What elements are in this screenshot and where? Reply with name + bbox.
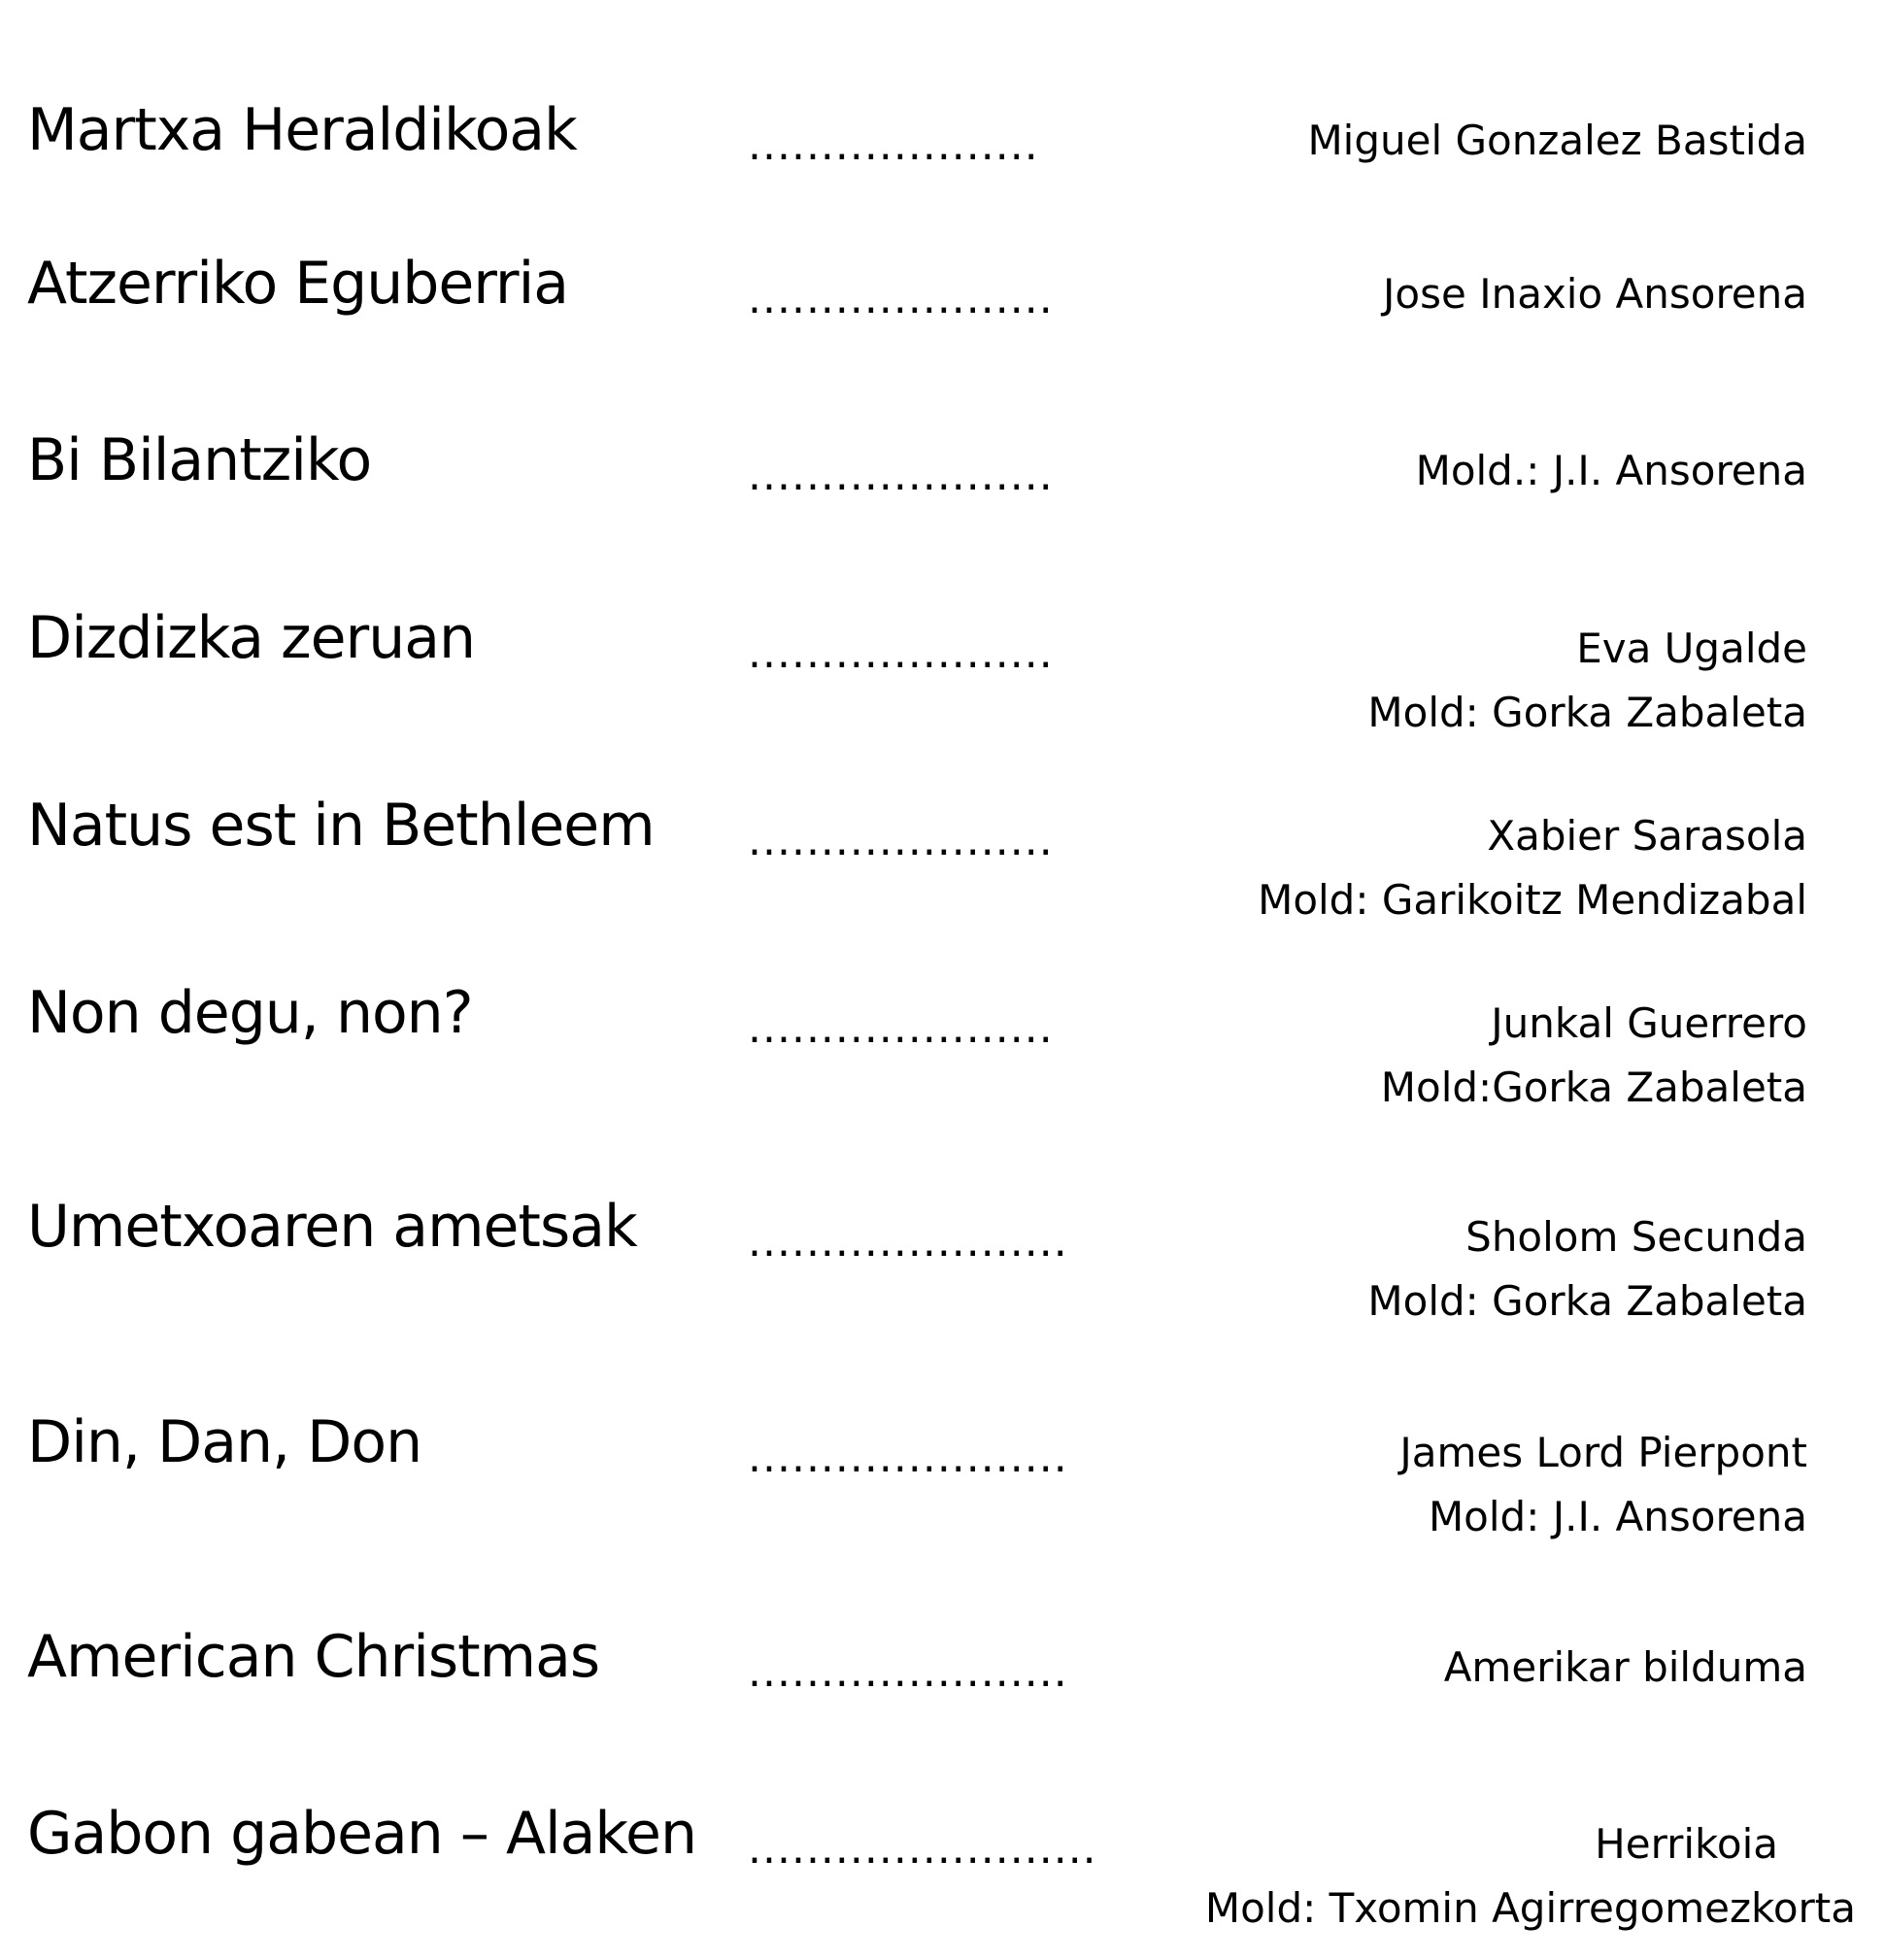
arranger: Mold: J.I. Ansorena bbox=[1428, 1493, 1807, 1540]
piece-title: Natus est in Bethleem bbox=[27, 792, 655, 860]
piece-credits bbox=[1367, 1205, 1807, 1334]
composer: Amerikar bilduma bbox=[1443, 1643, 1807, 1691]
arranger: Mold: Gorka Zabaleta bbox=[1367, 689, 1807, 736]
piece-credits bbox=[1205, 1812, 1856, 1941]
arranger: Mold: Garikoitz Mendizabal bbox=[1258, 876, 1807, 924]
piece-title: Martxa Heraldikoak bbox=[27, 96, 577, 164]
composer: Herrikoia bbox=[1595, 1820, 1778, 1868]
piece-credits bbox=[1381, 992, 1807, 1120]
dot-leader: ..................... bbox=[748, 1003, 1054, 1053]
composer: Eva Ugalde bbox=[1576, 625, 1807, 672]
piece-title: Dizdizka zeruan bbox=[27, 604, 476, 672]
piece-title: Gabon gabean – Alaken bbox=[27, 1800, 696, 1868]
dot-leader: ...................... bbox=[748, 1433, 1068, 1482]
piece-credits bbox=[1307, 109, 1807, 173]
arranger: Mold: Gorka Zabaleta bbox=[1367, 1277, 1807, 1325]
dot-leader: ..................... bbox=[748, 816, 1054, 865]
arranger: Mold:Gorka Zabaleta bbox=[1380, 1064, 1807, 1111]
composer: Sholom Secunda bbox=[1465, 1213, 1807, 1261]
piece-title: Bi Bilantziko bbox=[27, 426, 372, 494]
piece-credits bbox=[1444, 1636, 1807, 1700]
dot-leader: ..................... bbox=[748, 274, 1054, 323]
composer: Junkal Guerrero bbox=[1491, 999, 1807, 1047]
piece-title: Din, Dan, Don bbox=[27, 1408, 422, 1476]
composer: Xabier Sarasola bbox=[1487, 812, 1807, 860]
dot-leader: ..................... bbox=[748, 628, 1054, 678]
dot-leader: .................... bbox=[748, 120, 1039, 170]
piece-title: American Christmas bbox=[27, 1623, 600, 1691]
piece-title: Umetxoaren ametsak bbox=[27, 1193, 637, 1261]
dot-leader: ..................... bbox=[748, 451, 1054, 500]
piece-credits bbox=[1258, 804, 1807, 932]
composer: James Lord Pierpont bbox=[1399, 1429, 1807, 1476]
arranger: Mold: Txomin Agirregomezkorta bbox=[1204, 1884, 1856, 1932]
piece-title: Atzerriko Eguberria bbox=[27, 250, 569, 318]
dot-leader: ...................... bbox=[748, 1217, 1068, 1267]
piece-credits bbox=[1383, 262, 1807, 326]
piece-credits bbox=[1399, 1421, 1807, 1549]
arranger: Mold.: J.I. Ansorena bbox=[1415, 447, 1807, 494]
dot-leader: ........................ bbox=[748, 1824, 1097, 1874]
piece-credits bbox=[1367, 617, 1807, 745]
piece-title: Non degu, non? bbox=[27, 979, 473, 1047]
piece-credits bbox=[1416, 439, 1807, 503]
composer: Jose Inaxio Ansorena bbox=[1383, 270, 1807, 318]
dot-leader: ...................... bbox=[748, 1647, 1068, 1697]
composer: Miguel Gonzalez Bastida bbox=[1307, 117, 1807, 164]
